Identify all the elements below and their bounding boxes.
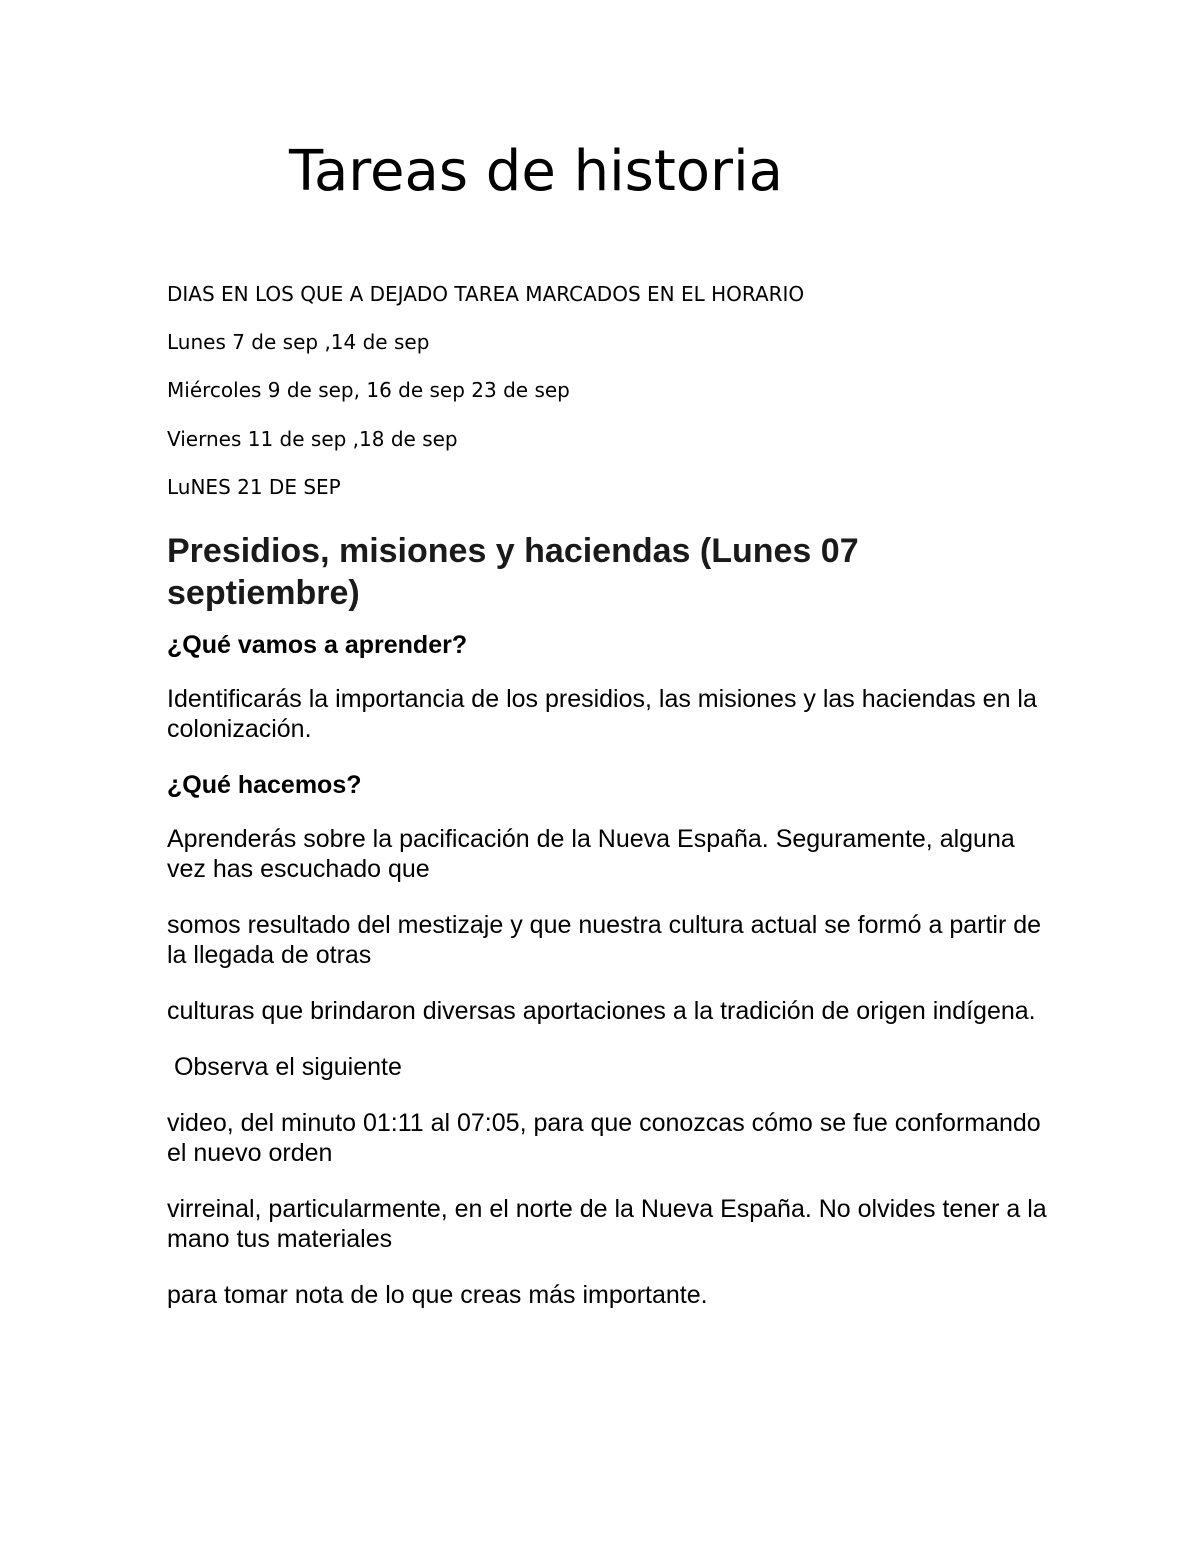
section-content (167, 530, 1047, 1336)
paragraph: Aprenderás sobre la pacificación de la Nueva España. Seguramente, alguna vez has escuchado que (167, 825, 1015, 883)
paragraph: Observa el siguiente (167, 1053, 402, 1081)
paragraph: video, del minuto 01:11 al 07:05, para que conozcas cómo se fue conformando el nuevo orden (167, 1109, 1041, 1167)
paragraph: somos resultado del mestizaje y que nuestra cultura actual se formó a partir de la llegada de otras (167, 911, 1042, 969)
section-heading: Presidios, misiones y haciendas (Lunes 07 septiembre) (167, 532, 859, 612)
paragraph: para tomar nota de lo que creas más importante. (167, 1281, 708, 1309)
question-what-do: ¿Qué hacemos? (167, 771, 362, 799)
schedule-line-friday: Viernes 11 de sep ,18 de sep (167, 427, 458, 451)
schedule-line-monday: Lunes 7 de sep ,14 de sep (167, 330, 430, 354)
document-title: Tareas de historia (289, 139, 783, 204)
learning-objective: Identificarás la importancia de los presidios, las misiones y las haciendas en la colonización. (167, 685, 1037, 743)
schedule-line-wednesday: Miércoles 9 de sep, 16 de sep 23 de sep (167, 378, 570, 402)
schedule-header: DIAS EN LOS QUE A DEJADO TAREA MARCADOS EN EL HORARIO (167, 282, 805, 306)
schedule-line-monday-21: LuNES 21 DE SEP (167, 475, 341, 499)
paragraph: culturas que brindaron diversas aportaciones a la tradición de origen indígena. (167, 997, 1036, 1025)
paragraph: virreinal, particularmente, en el norte de la Nueva España. No olvides tener a la mano tus materiales (167, 1195, 1047, 1253)
question-what-learn: ¿Qué vamos a aprender? (167, 631, 468, 659)
